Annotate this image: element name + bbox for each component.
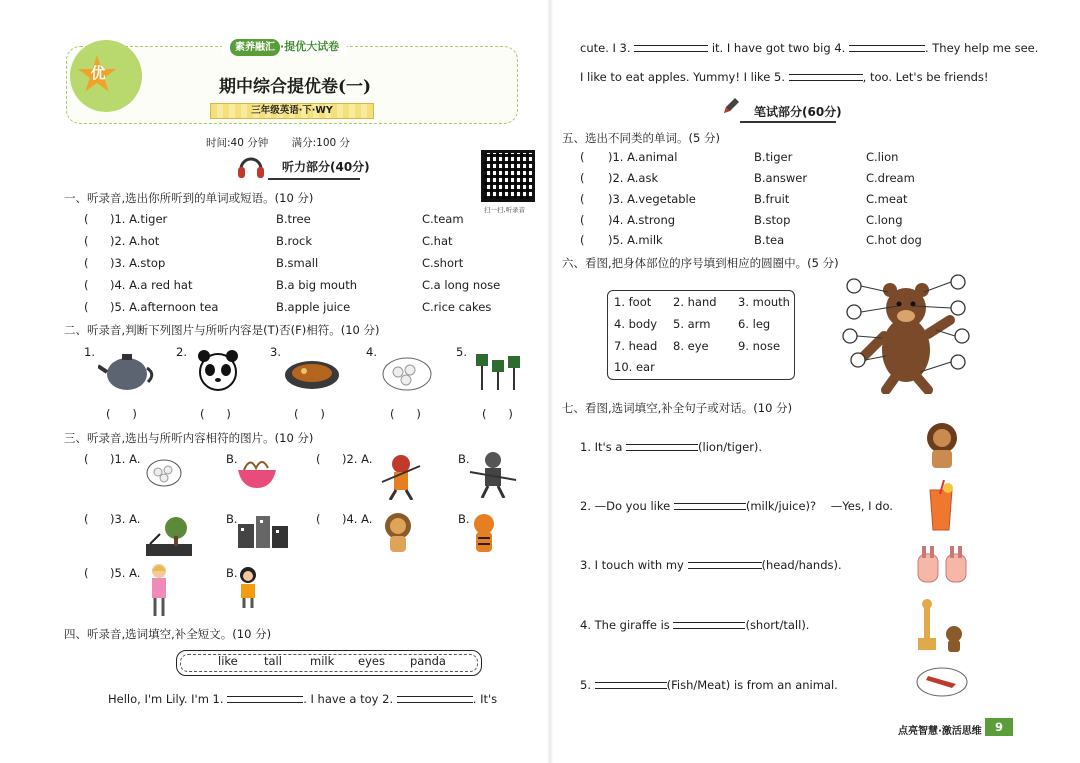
part-head: 7. head (614, 339, 658, 353)
s1-q5-b: B.apple juice (276, 300, 351, 314)
part-foot: 1. foot (614, 295, 652, 309)
word-like: like (218, 654, 238, 668)
answer-paren: ( (84, 300, 89, 314)
part-leg: 6. leg (738, 317, 771, 331)
meat-dish-image (284, 355, 340, 391)
s5-q2-c: C.dream (866, 171, 915, 185)
answer-blank-s7-5[interactable] (595, 688, 667, 689)
footer-slogan: 点亮智慧·激活思维 (898, 726, 982, 737)
juice-glass-image (926, 480, 956, 532)
s2-paren-2: ( ) (200, 407, 231, 421)
noodle-bowl-image (236, 454, 278, 490)
buildings-image (236, 514, 290, 548)
s4-line-3 (580, 70, 989, 84)
answer-blank-s7-1[interactable] (626, 450, 698, 451)
lion-image (380, 512, 416, 554)
s7-q3-a: 3. I touch with my (580, 558, 684, 572)
part-arm: 5. arm (673, 317, 711, 331)
section-2-title: 二、听录音,判断下列图片与所听内容是(T)否(F)相符。(10 分) (64, 323, 380, 337)
answer-paren: ( (84, 234, 89, 248)
dumplings-image (382, 354, 432, 392)
word-milk: milk (310, 654, 335, 668)
s5-q4-c: C.long (866, 213, 903, 227)
answer-paren: ( (84, 256, 89, 270)
part-hand: 2. hand (673, 295, 717, 309)
qr-label: 扫一扫,听录音 (484, 206, 526, 214)
s3-q1-a: )1. A. (110, 452, 141, 466)
s3-q5-b: B. (226, 566, 238, 580)
grade-strip: 三年级英语·下·WY (210, 103, 374, 119)
s7-q1-b: (lion/tiger). (698, 440, 763, 454)
figure-image (468, 450, 518, 498)
answer-blank-4[interactable] (849, 51, 925, 52)
s1-q1-b: B.tree (276, 212, 311, 226)
s4-line-2-b: it. I have got two big 4. (711, 41, 846, 55)
part-mouth: 3. mouth (738, 295, 790, 309)
s2-num-1: 1. (84, 345, 95, 359)
answer-paren: ( (580, 171, 585, 185)
answer-paren: ( (316, 512, 321, 526)
answer-blank-s7-3[interactable] (688, 568, 762, 569)
s1-q4-c: C.a long nose (422, 278, 501, 292)
teapot-image (98, 350, 156, 392)
s5-q5-b: B.tea (754, 233, 785, 247)
s3-q4-b: B. (458, 512, 470, 526)
s7-q2-b: (milk/juice)? (745, 499, 817, 513)
s2-num-2: 2. (176, 345, 187, 359)
writing-title: 笔试部分(60分) (754, 105, 842, 119)
s4-line-3-b: , too. Let's be friends! (862, 70, 989, 84)
section-4-title: 四、听录音,选词填空,补全短文。(10 分) (64, 627, 272, 641)
s7-q3-b: (head/hands). (761, 558, 842, 572)
s1-q5-c: C.rice cakes (422, 300, 492, 314)
s2-num-5: 5. (456, 345, 467, 359)
s4-line-2-c: . They help me see. (924, 41, 1039, 55)
s4-line-1-b: . I have a toy 2. (303, 692, 394, 706)
answer-blank-s7-4[interactable] (673, 628, 745, 629)
monkey-king-image (378, 452, 424, 500)
series-pill: 素养融汇 (230, 39, 280, 56)
s7-q3 (580, 558, 842, 572)
section-5-title: 五、选出不同类的单词。(5 分) (562, 131, 720, 145)
s3-q1-b: B. (226, 452, 238, 466)
listening-title: 听力部分(40分) (282, 160, 370, 174)
page-fold (547, 0, 553, 763)
short-girl-image (236, 566, 260, 608)
s2-paren-4: ( ) (390, 407, 421, 421)
s7-q2 (580, 499, 893, 513)
s3-q5-a: )5. A. (110, 566, 141, 580)
dumplings-plate-image (146, 458, 182, 488)
tall-girl-image (146, 562, 172, 618)
s7-q1-a: 1. It's a (580, 440, 623, 454)
s3-q4-a: )4. A. (342, 512, 373, 526)
answer-paren: ( (580, 192, 585, 206)
answer-paren: ( (316, 452, 321, 466)
s7-q4-a: 4. The giraffe is (580, 618, 670, 632)
part-body: 4. body (614, 317, 658, 331)
s5-q1-a: )1. A.animal (608, 150, 678, 164)
answer-blank-s7-2[interactable] (674, 509, 746, 510)
s7-q5 (580, 678, 838, 692)
s5-q3-b: B.fruit (754, 192, 790, 206)
badge-label: 优 (90, 64, 106, 82)
s7-q1 (580, 440, 762, 454)
s4-line-1-c: . It's (472, 692, 498, 706)
s1-q2-b: B.rock (276, 234, 313, 248)
series-tag: 素养融汇 ·提优大试卷 (222, 38, 347, 55)
word-tall: tall (264, 654, 282, 668)
s1-q1-a: )1. A.tiger (110, 212, 168, 226)
exam-score: 满分:100 分 (291, 137, 351, 149)
s4-line-1 (108, 692, 497, 706)
section-6-title: 六、看图,把身体部位的序号填到相应的圆圈中。(5 分) (562, 256, 839, 270)
part-ear: 10. ear (614, 360, 655, 374)
answer-paren: ( (84, 212, 89, 226)
answer-blank-5[interactable] (789, 80, 863, 81)
answer-paren: ( (84, 278, 89, 292)
s5-q5-c: C.hot dog (866, 233, 922, 247)
lion-image (922, 422, 962, 470)
exam-time-score (206, 135, 350, 150)
s1-q4-a: )4. A.a red hat (110, 278, 193, 292)
skewers-image (470, 348, 524, 392)
tiger-image (466, 512, 502, 554)
exam-time: 时间:40 分钟 (206, 137, 269, 149)
s2-paren-5: ( ) (482, 407, 513, 421)
s1-q1-c: C.team (422, 212, 464, 226)
s2-paren-1: ( ) (106, 407, 137, 421)
s1-q2-a: )2. A.hot (110, 234, 160, 248)
part-eye: 8. eye (673, 339, 709, 353)
s4-line-3-a: I like to eat apples. Yummy! I like 5. (580, 70, 785, 84)
answer-paren: ( (84, 452, 89, 466)
s3-q2-b: B. (458, 452, 470, 466)
word-eyes: eyes (358, 654, 385, 668)
panda-image (196, 348, 240, 392)
headphone-icon (236, 151, 266, 181)
answer-paren: ( (580, 233, 585, 247)
answer-paren: ( (84, 512, 89, 526)
answer-blank-2[interactable] (397, 702, 473, 703)
s1-q3-a: )3. A.stop (110, 256, 166, 270)
s5-q4-a: )4. A.strong (608, 213, 676, 227)
s7-q4-b: (short/tall). (745, 618, 810, 632)
s2-num-3: 3. (270, 345, 281, 359)
s3-q3-a: )3. A. (110, 512, 141, 526)
section-3-title: 三、听录音,选出与所听内容相符的图片。(10 分) (64, 431, 314, 445)
listening-underline (268, 178, 360, 180)
s5-q4-b: B.stop (754, 213, 791, 227)
hands-image (916, 544, 968, 584)
pencil-icon (722, 97, 740, 115)
page-title: 期中综合提优卷(一) (218, 77, 372, 97)
s4-line-2-a: cute. I 3. (580, 41, 631, 55)
s2-paren-3: ( ) (294, 407, 325, 421)
s5-q5-a: )5. A.milk (608, 233, 663, 247)
writing-underline (740, 121, 836, 123)
s5-q3-a: )3. A.vegetable (608, 192, 696, 206)
s5-q2-b: B.answer (754, 171, 808, 185)
bear-diagram-image (840, 272, 972, 394)
answer-blank-3[interactable] (634, 51, 708, 52)
park-image (146, 514, 192, 556)
answer-paren: ( (580, 150, 585, 164)
s7-q4 (580, 618, 809, 632)
s5-q1-c: C.lion (866, 150, 899, 164)
s1-q3-c: C.short (422, 256, 464, 270)
meat-plate-image (916, 666, 968, 698)
section-1-title: 一、听录音,选出你所听到的单词或短语。(10 分) (64, 191, 314, 205)
s7-q2-c: —Yes, I do. (830, 499, 893, 513)
part-nose: 9. nose (738, 339, 781, 353)
series-name: 提优大试卷 (284, 40, 340, 53)
answer-paren: ( (580, 213, 585, 227)
s3-q3-b: B. (226, 512, 238, 526)
s3-q2-a: )2. A. (342, 452, 373, 466)
giraffe-monkey-image (914, 598, 968, 654)
word-panda: panda (410, 654, 446, 668)
s1-q4-b: B.a big mouth (276, 278, 358, 292)
s1-q5-a: )5. A.afternoon tea (110, 300, 219, 314)
s4-line-2 (580, 41, 1038, 55)
s5-q2-a: )2. A.ask (608, 171, 659, 185)
s7-q2-a: 2. —Do you like (580, 499, 671, 513)
s4-line-1-a: Hello, I'm Lily. I'm 1. (108, 692, 224, 706)
section-7-title: 七、看图,选词填空,补全句子或对话。(10 分) (562, 401, 793, 415)
s7-q5-a: 5. (580, 678, 591, 692)
s5-q3-c: C.meat (866, 192, 908, 206)
s2-num-4: 4. (366, 345, 377, 359)
answer-paren: ( (84, 566, 89, 580)
s1-q2-c: C.hat (422, 234, 453, 248)
answer-blank-1[interactable] (227, 702, 303, 703)
s1-q3-b: B.small (276, 256, 319, 270)
qr-code-icon[interactable] (481, 150, 535, 202)
page-number: 9 (985, 718, 1013, 736)
s7-q5-b: (Fish/Meat) is from an animal. (666, 678, 838, 692)
s5-q1-b: B.tiger (754, 150, 793, 164)
